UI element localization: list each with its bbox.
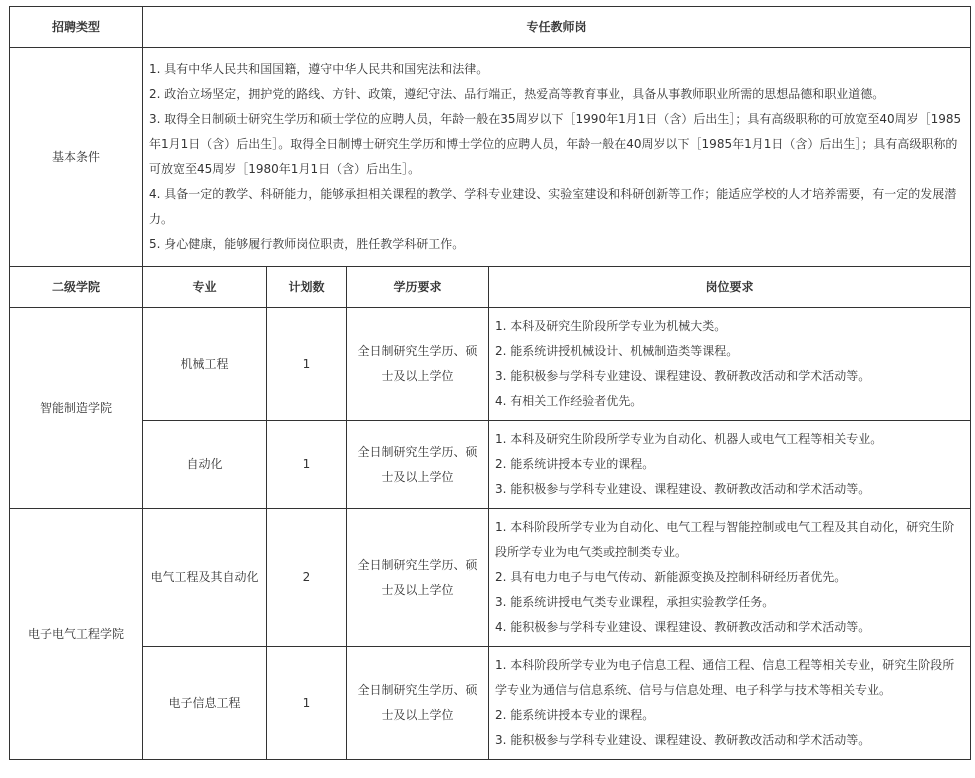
- requirement-item: 1. 本科阶段所学专业为自动化、电气工程与智能控制或电气工程及其自动化，研究生阶段所学专业为电气类或控制类专业。: [495, 520, 955, 559]
- requirement-item: 1. 本科及研究生阶段所学专业为机械大类。: [495, 319, 727, 333]
- recruitment-type-row: [10, 7, 971, 48]
- column-header-requirements: 岗位要求: [489, 267, 971, 308]
- plan-count: 1: [267, 421, 347, 509]
- college-name: 电子电气工程学院: [10, 509, 143, 760]
- education-requirement: 全日制研究生学历、硕士及以上学位: [347, 647, 489, 760]
- recruitment-type-value: 专任教师岗: [143, 7, 971, 48]
- requirement-item: 2. 能系统讲授机械设计、机械制造类等课程。: [495, 344, 739, 358]
- education-requirement: 全日制研究生学历、硕士及以上学位: [347, 421, 489, 509]
- requirement-item: 1. 本科及研究生阶段所学专业为自动化、机器人或电气工程等相关专业。: [495, 432, 883, 446]
- plan-count: 1: [267, 308, 347, 421]
- table-row: [10, 421, 971, 509]
- education-requirement: 全日制研究生学历、硕士及以上学位: [347, 509, 489, 647]
- requirement-item: 3. 能系统讲授电气类专业课程，承担实验教学任务。: [495, 595, 775, 609]
- column-header-major: 专业: [143, 267, 267, 308]
- college-name: 智能制造学院: [10, 308, 143, 509]
- basic-condition-item: 5. 身心健康，能够履行教师岗位职责，胜任教学科研工作。: [149, 237, 465, 251]
- basic-conditions-label: 基本条件: [10, 48, 143, 267]
- requirement-item: 4. 能积极参与学科专业建设、课程建设、教研教改活动和学术活动等。: [495, 620, 871, 634]
- table-row: [10, 509, 971, 647]
- column-header-plan: 计划数: [267, 267, 347, 308]
- requirement-item: 3. 能积极参与学科专业建设、课程建设、教研教改活动和学术活动等。: [495, 482, 871, 496]
- requirement-item: 3. 能积极参与学科专业建设、课程建设、教研教改活动和学术活动等。: [495, 369, 871, 383]
- requirement-item: 4. 有相关工作经验者优先。: [495, 394, 643, 408]
- basic-condition-item: 1. 具有中华人民共和国国籍，遵守中华人民共和国宪法和法律。: [149, 62, 489, 76]
- requirement-item: 2. 能系统讲授本专业的课程。: [495, 457, 655, 471]
- basic-condition-item: 2. 政治立场坚定，拥护党的路线、方针、政策，遵纪守法、品行端正，热爱高等教育事业，具备从事教师职业所需的思想品德和职业道德。: [149, 87, 885, 101]
- basic-condition-item: 3. 取得全日制硕士研究生学历和硕士学位的应聘人员，年龄一般在35周岁以下［1990年1月1日（含）后出生］；具有高级职称的可放宽至40周岁［1985年1月1日（含）后出生］。取得全日制博士研究生学历和博士学位的应聘人员，年龄一般在40周岁以下［1985年1月1日（含）后出生］；具有高级职称的可放宽至45周岁［1980年1月1日（含）后出生］。: [149, 112, 962, 176]
- education-requirement: 全日制研究生学历、硕士及以上学位: [347, 308, 489, 421]
- plan-count: 1: [267, 647, 347, 760]
- major-name: 机械工程: [143, 308, 267, 421]
- table-row: [10, 647, 971, 760]
- plan-count: 2: [267, 509, 347, 647]
- requirement-item: 2. 能系统讲授本专业的课程。: [495, 708, 655, 722]
- recruitment-table: [9, 6, 971, 760]
- position-requirements: [489, 308, 971, 421]
- recruitment-type-label: 招聘类型: [10, 7, 143, 48]
- major-name: 电子信息工程: [143, 647, 267, 760]
- position-requirements: [489, 421, 971, 509]
- requirement-item: 2. 具有电力电子与电气传动、新能源变换及控制科研经历者优先。: [495, 570, 847, 584]
- table-row: [10, 308, 971, 421]
- basic-condition-item: 4. 具备一定的教学、科研能力，能够承担相关课程的教学、学科专业建设、实验室建设和科研创新等工作；能适应学校的人才培养需要，有一定的发展潜力。: [149, 187, 957, 226]
- column-header-college: 二级学院: [10, 267, 143, 308]
- position-requirements: [489, 509, 971, 647]
- requirement-item: 1. 本科阶段所学专业为电子信息工程、通信工程、信息工程等相关专业，研究生阶段所学专业为通信与信息系统、信号与信息处理、电子科学与技术等相关专业。: [495, 658, 955, 697]
- column-header-row: [10, 267, 971, 308]
- requirement-item: 3. 能积极参与学科专业建设、课程建设、教研教改活动和学术活动等。: [495, 733, 871, 747]
- major-name: 电气工程及其自动化: [143, 509, 267, 647]
- column-header-education: 学历要求: [347, 267, 489, 308]
- basic-conditions-list: [143, 48, 971, 267]
- major-name: 自动化: [143, 421, 267, 509]
- position-requirements: [489, 647, 971, 760]
- basic-conditions-row: [10, 48, 971, 267]
